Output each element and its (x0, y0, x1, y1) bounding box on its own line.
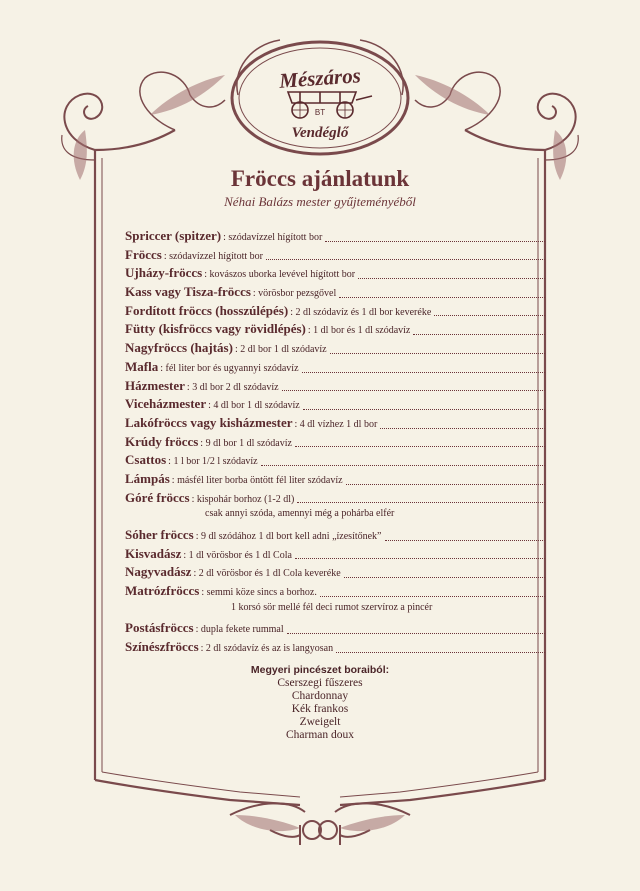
dot-leader (302, 372, 545, 373)
item-desc: : 2 dl bor 1 dl szódavíz (234, 344, 327, 356)
list-item (125, 415, 545, 434)
item-name: Fütty (kisfröccs vagy rövidlépés) (125, 321, 306, 337)
dot-leader (380, 428, 545, 429)
logo-bt: BT (314, 108, 326, 117)
list-item-continuation (125, 508, 545, 527)
list-item (125, 265, 545, 284)
dot-leader (303, 409, 545, 410)
list-item (125, 247, 545, 266)
dot-leader (385, 540, 546, 541)
item-desc: : 1 dl vörösbor és 1 dl Cola (183, 549, 292, 561)
item-desc: csak annyi szóda, amennyi még a pohárba elfér (205, 508, 395, 520)
dot-leader (336, 652, 545, 653)
logo-name: Mészáros (278, 63, 362, 93)
froccs-list (125, 228, 545, 658)
item-name: Krúdy fröccs (125, 433, 199, 449)
item-desc: : 2 dl szódavíz és 1 dl bor keveréke (290, 306, 432, 318)
dot-leader (358, 278, 545, 279)
item-desc: : 3 dl bor 2 dl szódavíz (186, 381, 279, 393)
item-desc: : fél liter bor és ugyannyi szódavíz (160, 362, 299, 374)
dot-leader (282, 390, 545, 391)
dot-leader (346, 484, 545, 485)
item-name: Kass vagy Tisza-fröccs (125, 284, 251, 300)
list-item (125, 546, 545, 565)
list-item-continuation (125, 602, 545, 621)
item-desc: : 1 dl bor és 1 dl szódavíz (307, 325, 411, 337)
item-desc: : kispohár borhoz (1-2 dl) (191, 493, 295, 505)
item-desc: : 1 l bor 1/2 l szódavíz (168, 456, 258, 468)
item-name: Nagyfröccs (hajtás) (125, 340, 233, 356)
dot-leader (325, 241, 545, 242)
page-title: Fröccs ajánlatunk (230, 166, 410, 191)
item-name: Viceházmester (125, 396, 207, 412)
item-name: Színészfröccs (125, 639, 199, 655)
item-desc: : 4 dl bor 1 dl szódavíz (208, 400, 300, 412)
wine-heading: Megyeri pincészet boraiból: (250, 664, 390, 676)
item-name: Fröccs (125, 246, 162, 262)
list-item (125, 564, 545, 583)
list-item (125, 284, 545, 303)
wine-item: Zweigelt (299, 716, 341, 728)
list-item (125, 471, 545, 490)
dot-leader (339, 297, 545, 298)
item-desc: : 2 dl vörösbor és 1 dl Cola keveréke (193, 568, 341, 580)
wine-item: Cserszegi fűszeres (277, 677, 363, 689)
item-name: Spriccer (spitzer) (125, 228, 222, 243)
wine-item: Chardonnay (291, 690, 349, 702)
list-item (125, 303, 545, 322)
item-desc: : kovászos uborka levével hígított bor (204, 269, 356, 281)
item-desc: : 4 dl vízhez 1 dl bor (294, 418, 378, 430)
item-desc: : másfél liter borba öntött fél liter szódavíz (171, 474, 343, 486)
list-item (125, 340, 545, 359)
list-item (125, 228, 545, 247)
list-item (125, 378, 545, 397)
dot-leader (295, 558, 545, 559)
dot-leader (330, 353, 545, 354)
dot-leader (287, 633, 545, 634)
item-name: Házmester (125, 377, 185, 393)
list-item (125, 321, 545, 340)
dot-leader (297, 502, 545, 503)
list-item (125, 396, 545, 415)
item-name: Kisvadász (125, 545, 182, 561)
item-desc: : vörösbor pezsgővel (252, 288, 337, 300)
item-desc: 1 korsó sör mellé fél deci rumot szervíroz a pincér (231, 601, 433, 613)
item-desc: : 9 dl szódához 1 dl bort kell adni „ízesítőnek” (195, 531, 382, 542)
item-name: Mafla (125, 358, 159, 374)
logo-subtitle: Vendéglő (291, 125, 349, 141)
item-desc: : dupla fekete rummal (195, 624, 284, 636)
list-item (125, 620, 545, 639)
item-name: Ujházy-fröccs (125, 265, 203, 281)
dot-leader (344, 577, 545, 578)
list-item (125, 359, 545, 378)
list-item (125, 583, 545, 602)
item-desc: : 9 dl bor 1 dl szódavíz (200, 437, 292, 449)
item-name: Csattos (125, 452, 167, 468)
wine-item: Charman doux (285, 729, 355, 741)
wine-section (0, 664, 640, 742)
item-name: Nagyvadász (125, 564, 192, 580)
list-item (125, 490, 545, 509)
item-name: Lakófröccs vagy kisházmester (125, 414, 293, 430)
dot-leader (295, 446, 545, 447)
list-item (125, 434, 545, 453)
list-item (125, 452, 545, 471)
item-desc: : szódavízzel hígított bor (163, 250, 263, 262)
item-name: Postásfröccs (125, 620, 194, 636)
item-name: Matrózfröccs (125, 583, 200, 599)
item-desc: : semmi köze sincs a borhoz. (201, 587, 317, 599)
dot-leader (413, 334, 545, 335)
item-desc: : szódavízzel hígított bor (223, 232, 323, 243)
dot-leader (266, 259, 545, 260)
item-name: Sóher fröccs (125, 527, 194, 542)
list-item (125, 527, 545, 546)
item-desc: : 2 dl szódavíz és az is langyosan (200, 643, 334, 655)
dot-leader (320, 596, 545, 597)
list-item (125, 639, 545, 658)
dot-leader (434, 315, 545, 316)
page-subtitle: Néhai Balázs mester gyűjteményéből (224, 194, 416, 209)
dot-leader (261, 465, 545, 466)
wine-item: Kék frankos (291, 703, 349, 715)
item-name: Góré fröccs (125, 489, 190, 505)
item-name: Lámpás (125, 470, 170, 486)
item-name: Fordított fröccs (hosszúlépés) (125, 302, 289, 318)
